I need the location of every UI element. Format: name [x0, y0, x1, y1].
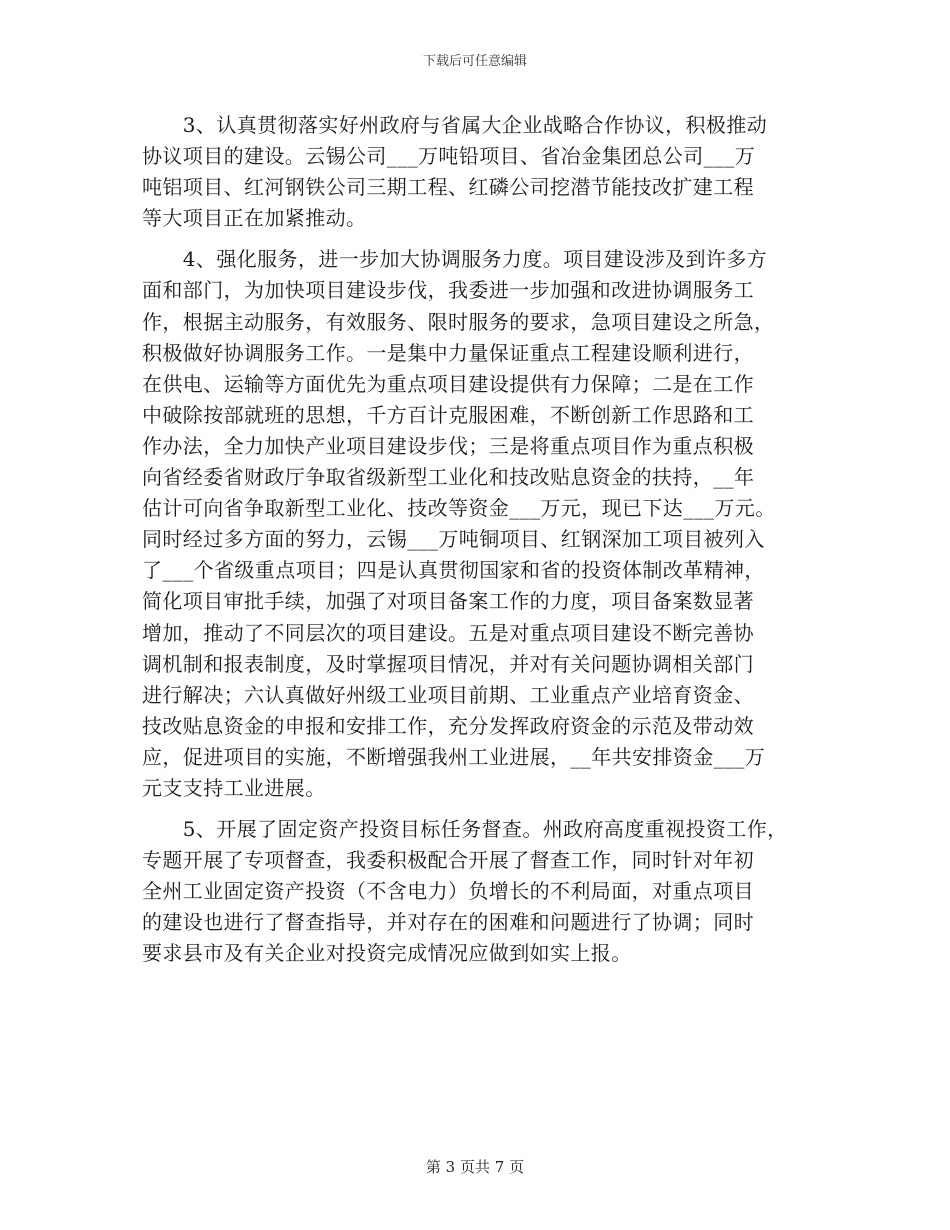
text-line: 协议项目的建设。云锡公司___万吨铅项目、省冶金集团总公司___万 — [142, 144, 756, 169]
page-footer: 第 3 页共 7 页 — [425, 1158, 525, 1176]
text-line: 面和部门，为加快项目建设步伐，我委进一步加强和改进协调服务工 — [142, 278, 754, 303]
paragraph-item-4 — [142, 244, 822, 804]
text-line: 估计可向省争取新型工业化、技改等资金___万元，现已下达___万元。 — [142, 496, 776, 521]
text-line: 积极做好协调服务工作。一是集中力量保证重点工程建设顺利进行， — [142, 340, 754, 365]
page-header: 下载后可任意编辑 — [422, 54, 527, 69]
text-line: 专题开展了专项督查，我委积极配合开展了督查工作，同时针对年初 — [142, 848, 754, 873]
text-line: 进行解决；六认真做好州级工业项目前期、工业重点产业培育资金、 — [142, 682, 754, 707]
text-line: 要求县市及有关企业对投资完成情况应做到如实上报。 — [142, 941, 632, 966]
text-line: 全州工业固定资产投资（不含电力）负增长的不利局面，对重点项目 — [142, 879, 754, 904]
text-line: 3、认真贯彻落实好州政府与省属大企业战略合作协议，积极推动 — [142, 113, 768, 137]
text-line: 同时经过多方面的努力，云锡___万吨铜项目、红钢深加工项目被列入 — [142, 527, 765, 552]
paragraph-item-3 — [142, 110, 822, 234]
text-line: 等大项目正在加紧推动。 — [142, 206, 367, 231]
text-line: 中破除按部就班的思想，千方百计克服困难，不断创新工作思路和工 — [142, 402, 754, 427]
text-line: 调机制和报表制度，及时掌握项目情况，并对有关问题协调相关部门 — [142, 651, 754, 676]
text-line: 吨铝项目、红河钢铁公司三期工程、红磷公司挖潜节能技改扩建工程 — [142, 175, 754, 200]
text-line: 的建设也进行了督查指导，并对存在的困难和问题进行了协调；同时 — [142, 910, 754, 935]
text-line: 作，根据主动服务，有效服务、限时服务的要求，急项目建设之所急， — [142, 309, 775, 334]
text-line: 应，促进项目的实施，不断增强我州工业进展，__年共安排资金___万 — [142, 744, 766, 769]
text-line: 在供电、运输等方面优先为重点项目建设提供有力保障；二是在工作 — [142, 371, 754, 396]
text-line: 技改贴息资金的申报和安排工作，充分发挥政府资金的示范及带动效 — [142, 713, 754, 738]
text-line: 增加，推动了不同层次的项目建设。五是对重点项目建设不断完善协 — [142, 620, 754, 645]
text-line: 作办法，全力加快产业项目建设步伐；三是将重点项目作为重点积极 — [142, 433, 754, 458]
text-line: 简化项目审批手续，加强了对项目备案工作的力度，项目备案数显著 — [142, 589, 754, 614]
text-line: 向省经委省财政厅争取省级新型工业化和技改贴息资金的扶持，__年 — [142, 465, 755, 490]
text-line: 元支支持工业进展。 — [142, 775, 326, 800]
text-line: 了___个省级重点项目；四是认真贯彻国家和省的投资体制改革精神， — [142, 558, 765, 583]
text-line: 4、强化服务，进一步加大协调服务力度。项目建设涉及到许多方 — [142, 247, 768, 272]
paragraph-item-5 — [142, 814, 822, 969]
text-line: 5、开展了固定资产投资目标任务督查。州政府高度重视投资工作， — [142, 817, 788, 842]
document-body — [142, 110, 822, 970]
